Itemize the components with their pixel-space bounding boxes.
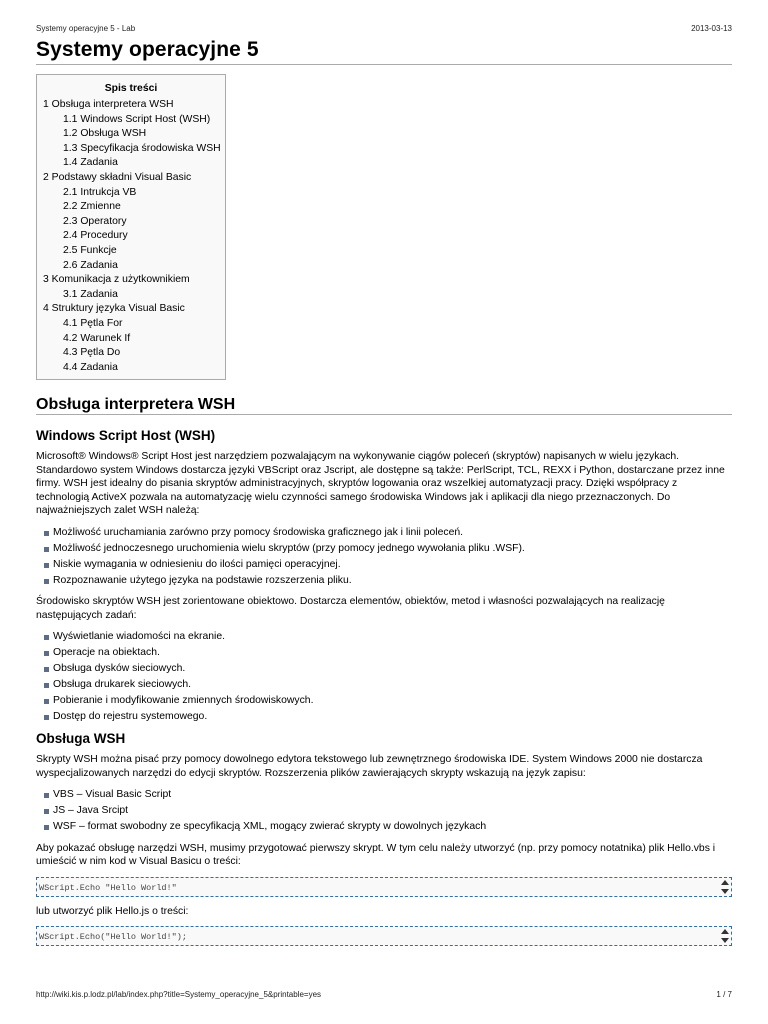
- list-item-text: Możliwość uruchamiania zarówno przy pomocy środowiska graficznego jak i linii poleceń.: [53, 526, 464, 538]
- paragraph: Środowisko skryptów WSH jest zorientowane obiektowo. Dostarcza elementów, obiektów, metod i własności pozwalających na realizację następujących zadań:: [36, 596, 665, 621]
- list-item: [36, 804, 732, 818]
- toc-link[interactable]: 1 Obsługa interpretera WSH: [43, 99, 174, 110]
- toc-link[interactable]: 4.2 Warunek If: [63, 332, 131, 344]
- toc-link[interactable]: 1.3 Specyfikacja środowiska WSH: [63, 142, 221, 154]
- page-title: Systemy operacyjne 5: [36, 38, 732, 65]
- square-bullet-icon: [44, 809, 49, 814]
- bullet-list: [36, 788, 732, 834]
- list-item: [36, 526, 732, 540]
- list-item-text: Dostęp do rejestru systemowego.: [53, 711, 208, 722]
- toc-link[interactable]: 2.4 Procedury: [63, 230, 128, 242]
- section-heading: Obsługa interpretera WSH: [36, 398, 732, 415]
- square-bullet-icon: [44, 635, 49, 640]
- scroll-up-icon[interactable]: [721, 929, 729, 934]
- paragraph: lub utworzyć plik Hello.js o treści:: [36, 905, 189, 917]
- list-item: [36, 678, 732, 692]
- paragraph: Skrypty WSH można pisać przy pomocy dowolnego edytora tekstowego lub zewnętrznego środowiska IDE. System Windows 2000 nie dostarcza wyspecjalizowanych narzędzi do edycji skryptów. Rozszerzenia plików zawierających skrypty wskazują na język zapisu:: [36, 754, 703, 779]
- toc-link[interactable]: 1.4 Zadania: [63, 157, 118, 169]
- list-item-text: Wyświetlanie wiadomości na ekranie.: [53, 631, 226, 642]
- paragraph: Microsoft® Windows® Script Host jest narzędziem pozwalającym na wykonywanie ciągów poleceń (skryptów) napisanych w wielu językach. Standardowo system Windows dostarcza języki VBScript oraz Jscript, ale dostępne są także: PerlScript, TCL, REXX i Python, dostarczane przez inne firmy. WSH jest idealny do pisania skryptów administracyjnych, skryptów logowania oraz wszelkiej automatyzacji pracy. Dzięki współpracy z technologią ActiveX pozwala na automatyzację wielu czynności samego środowiska Windows jak i aplikacji dla niego przeznaczonych. Do najważniejszych zalet WSH należą:: [36, 451, 725, 516]
- square-bullet-icon: [44, 651, 49, 656]
- subsection-heading-obsluga: Obsługa WSH: [36, 730, 126, 746]
- square-bullet-icon: [44, 547, 49, 552]
- square-bullet-icon: [44, 579, 49, 584]
- list-item: [36, 662, 732, 676]
- toc-link[interactable]: 2.6 Zadania: [63, 259, 118, 271]
- print-header: [36, 24, 732, 33]
- toc-link[interactable]: 4 Struktury języka Visual Basic: [43, 303, 185, 315]
- code-text: WScript.Echo("Hello World!");: [39, 932, 187, 942]
- list-item-text: Obsługa drukarek sieciowych.: [53, 679, 192, 690]
- code-block-js[interactable]: [36, 926, 732, 946]
- paragraph: Aby pokazać obsługę narzędzi WSH, musimy przygotować pierwszy skrypt. W tym celu należy utworzyć (np. przy pomocy notatnika) plik Hello.vbs i umieścić w nim kod w Visual Basicu o treści:: [36, 842, 716, 867]
- list-item: [36, 646, 732, 660]
- square-bullet-icon: [44, 715, 49, 720]
- list-item: [36, 710, 732, 724]
- toc-title: Spis treści: [104, 83, 158, 94]
- bullet-list: [36, 630, 732, 724]
- list-item-text: Możliwość jednoczesnego uruchomienia wielu skryptów (przy pomocy jednego wywołania pliku .WSF).: [53, 542, 525, 554]
- code-block-vbs[interactable]: [36, 877, 732, 897]
- list-item-text: Operacje na obiektach.: [53, 647, 160, 658]
- square-bullet-icon: [44, 825, 49, 830]
- toc-link[interactable]: 2.2 Zmienne: [63, 201, 121, 213]
- subsection-heading-wsh: Windows Script Host (WSH): [36, 427, 216, 443]
- toc-link[interactable]: 1.1 Windows Script Host (WSH): [63, 113, 211, 125]
- list-item: [36, 820, 732, 834]
- toc-link[interactable]: 2 Podstawy składni Visual Basic: [43, 171, 192, 183]
- main-content: [36, 398, 732, 954]
- toc-link[interactable]: 3.1 Zadania: [63, 288, 118, 300]
- bullet-list: [36, 526, 732, 588]
- toc-link[interactable]: 1.2 Obsługa WSH: [63, 128, 147, 140]
- list-item: [36, 630, 732, 644]
- list-item-text: JS – Java Srcipt: [53, 805, 129, 816]
- print-header-title: Systemy operacyjne 5 - Lab: [36, 24, 136, 33]
- code-scrollbar[interactable]: [720, 880, 729, 894]
- table-of-contents: [36, 74, 226, 380]
- toc-link[interactable]: 2.3 Operatory: [63, 215, 127, 227]
- list-item: [36, 788, 732, 802]
- square-bullet-icon: [44, 699, 49, 704]
- list-item: [36, 558, 732, 572]
- toc-link[interactable]: 4.1 Pętla For: [63, 317, 123, 329]
- toc-link[interactable]: 2.1 Intrukcja VB: [63, 186, 137, 198]
- square-bullet-icon: [44, 667, 49, 672]
- square-bullet-icon: [44, 683, 49, 688]
- list-item-text: Rozpoznawanie użytego języka na podstawie rozszerzenia pliku.: [53, 574, 352, 586]
- page-number: 1 / 7: [716, 990, 732, 999]
- toc-list: [37, 98, 225, 375]
- list-item-text: WSF – format swobodny ze specyfikacją XML, mogący zwierać skrypty w dowolnych językach: [53, 821, 487, 832]
- list-item-text: VBS – Visual Basic Script: [53, 789, 172, 800]
- scroll-up-icon[interactable]: [721, 880, 729, 885]
- scroll-down-icon[interactable]: [721, 889, 729, 894]
- scroll-down-icon[interactable]: [721, 938, 729, 943]
- print-footer-url: http://wiki.kis.p.lodz.pl/lab/index.php?title=Systemy_operacyjne_5&printable=yes: [36, 990, 322, 999]
- toc-link[interactable]: 2.5 Funkcje: [63, 244, 117, 256]
- list-item-text: Niskie wymagania w odniesieniu do ilości pamięci operacyjnej.: [53, 558, 341, 570]
- print-header-date: 2013-03-13: [691, 24, 732, 33]
- square-bullet-icon: [44, 531, 49, 536]
- list-item-text: Pobieranie i modyfikowanie zmiennych środowiskowych.: [53, 695, 314, 706]
- toc-link[interactable]: 4.4 Zadania: [63, 361, 118, 373]
- toc-link[interactable]: 3 Komunikacja z użytkownikiem: [43, 274, 190, 286]
- list-item-text: Obsługa dysków sieciowych.: [53, 663, 186, 674]
- square-bullet-icon: [44, 563, 49, 568]
- toc-link[interactable]: 4.3 Pętla Do: [63, 347, 121, 359]
- list-item: [36, 574, 732, 588]
- print-footer: [36, 990, 732, 999]
- list-item: [36, 694, 732, 708]
- square-bullet-icon: [44, 793, 49, 798]
- code-text: WScript.Echo "Hello World!": [39, 882, 177, 893]
- list-item: [36, 542, 732, 556]
- code-scrollbar[interactable]: [720, 929, 729, 943]
